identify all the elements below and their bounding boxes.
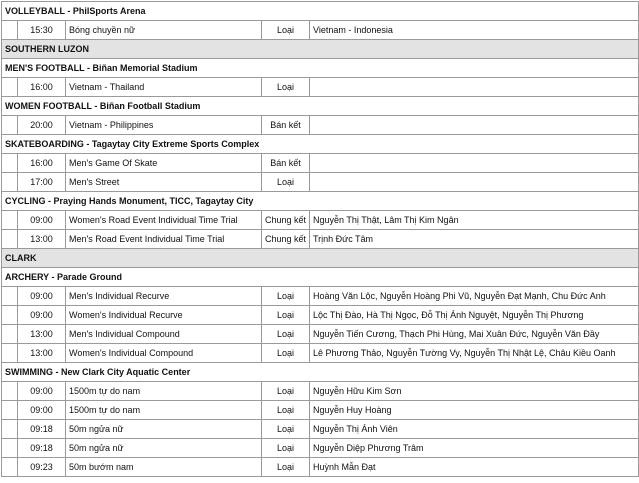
event-round: Loại [262,344,310,363]
event-name: 50m ngửa nữ [66,420,262,439]
event-time: 09:00 [18,211,66,230]
event-name: Women's Individual Compound [66,344,262,363]
row-spacer [2,325,18,344]
event-name: Men's Road Event Individual Time Trial [66,230,262,249]
event-row [2,21,639,40]
event-round: Chung kết [262,211,310,230]
event-time: 09:18 [18,420,66,439]
event-name: Women's Road Event Individual Time Trial [66,211,262,230]
row-spacer [2,401,18,420]
event-time: 15:30 [18,21,66,40]
event-time: 09:18 [18,439,66,458]
row-spacer [2,344,18,363]
event-athletes: Nguyễn Diệp Phương Trâm [310,439,639,458]
event-athletes: Nguyễn Thị Ánh Viên [310,420,639,439]
region-header-row [2,40,639,59]
event-name: Men's Individual Recurve [66,287,262,306]
event-name: Women's Individual Recurve [66,306,262,325]
event-name: Vietnam - Thailand [66,78,262,97]
row-spacer [2,458,18,477]
event-time: 16:00 [18,78,66,97]
event-round: Loại [262,78,310,97]
event-name: Men's Street [66,173,262,192]
venue-title: MEN'S FOOTBALL - Biñan Memorial Stadium [2,59,639,78]
venue-header-row [2,2,639,21]
event-athletes [310,173,639,192]
event-row [2,173,639,192]
region-header-row [2,249,639,268]
row-spacer [2,173,18,192]
event-row [2,458,639,477]
row-spacer [2,21,18,40]
event-athletes: Nguyễn Thị Thật, Lâm Thị Kim Ngân [310,211,639,230]
row-spacer [2,230,18,249]
event-round: Loại [262,420,310,439]
event-name: 1500m tự do nam [66,382,262,401]
event-athletes [310,154,639,173]
venue-title: WOMEN FOOTBALL - Biñan Football Stadium [2,97,639,116]
event-time: 13:00 [18,230,66,249]
event-time: 13:00 [18,325,66,344]
venue-title: SWIMMING - New Clark City Aquatic Center [2,363,639,382]
venue-header-row [2,192,639,211]
event-athletes [310,116,639,135]
event-row [2,325,639,344]
event-round: Loại [262,458,310,477]
event-row [2,420,639,439]
event-row [2,154,639,173]
venue-header-row [2,97,639,116]
event-round: Loại [262,382,310,401]
venue-title: CYCLING - Praying Hands Monument, TICC, Tagaytay City [2,192,639,211]
event-row [2,306,639,325]
event-round: Loại [262,173,310,192]
event-row [2,439,639,458]
region-title: SOUTHERN LUZON [2,40,639,59]
event-name: 50m bướm nam [66,458,262,477]
event-round: Bán kết [262,154,310,173]
event-round: Loại [262,21,310,40]
event-time: 17:00 [18,173,66,192]
event-time: 09:23 [18,458,66,477]
event-name: 1500m tự do nam [66,401,262,420]
event-row [2,116,639,135]
row-spacer [2,287,18,306]
event-athletes: Nguyễn Hữu Kim Sơn [310,382,639,401]
event-time: 09:00 [18,287,66,306]
event-athletes: Nguyễn Huy Hoàng [310,401,639,420]
event-round: Bán kết [262,116,310,135]
event-athletes: Huỳnh Mẫn Đạt [310,458,639,477]
schedule-table [1,1,639,477]
row-spacer [2,154,18,173]
venue-header-row [2,59,639,78]
event-athletes: Lộc Thị Đào, Hà Thị Ngọc, Đỗ Thị Ánh Nguyệt, Nguyễn Thị Phương [310,306,639,325]
row-spacer [2,78,18,97]
row-spacer [2,116,18,135]
row-spacer [2,439,18,458]
event-athletes: Lê Phương Thảo, Nguyễn Tường Vy, Nguyễn Thị Nhật Lệ, Châu Kiều Oanh [310,344,639,363]
venue-header-row [2,135,639,154]
event-round: Loại [262,287,310,306]
row-spacer [2,306,18,325]
event-name: Men's Game Of Skate [66,154,262,173]
event-row [2,344,639,363]
event-athletes: Nguyễn Tiến Cương, Thạch Phi Hùng, Mai Xuân Đức, Nguyễn Văn Đầy [310,325,639,344]
event-time: 09:00 [18,401,66,420]
event-name: 50m ngửa nữ [66,439,262,458]
event-round: Loại [262,401,310,420]
event-time: 13:00 [18,344,66,363]
event-row [2,211,639,230]
event-athletes: Trịnh Đức Tâm [310,230,639,249]
region-title: CLARK [2,249,639,268]
venue-header-row [2,363,639,382]
event-round: Chung kết [262,230,310,249]
event-name: Men's Individual Compound [66,325,262,344]
event-round: Loại [262,306,310,325]
event-time: 09:00 [18,382,66,401]
event-athletes: Vietnam - Indonesia [310,21,639,40]
event-time: 20:00 [18,116,66,135]
event-name: Vietnam - Philippines [66,116,262,135]
row-spacer [2,420,18,439]
venue-title: ARCHERY - Parade Ground [2,268,639,287]
event-row [2,78,639,97]
event-time: 16:00 [18,154,66,173]
event-time: 09:00 [18,306,66,325]
event-row [2,401,639,420]
venue-title: SKATEBOARDING - Tagaytay City Extreme Sports Complex [2,135,639,154]
venue-title: VOLLEYBALL - PhilSports Arena [2,2,639,21]
event-athletes: Hoàng Văn Lộc, Nguyễn Hoàng Phi Vũ, Nguyễn Đạt Mạnh, Chu Đức Anh [310,287,639,306]
event-athletes [310,78,639,97]
row-spacer [2,211,18,230]
event-row [2,287,639,306]
venue-header-row [2,268,639,287]
event-row [2,230,639,249]
row-spacer [2,382,18,401]
event-round: Loại [262,325,310,344]
schedule-body [2,2,639,477]
event-round: Loại [262,439,310,458]
event-name: Bóng chuyền nữ [66,21,262,40]
event-row [2,382,639,401]
